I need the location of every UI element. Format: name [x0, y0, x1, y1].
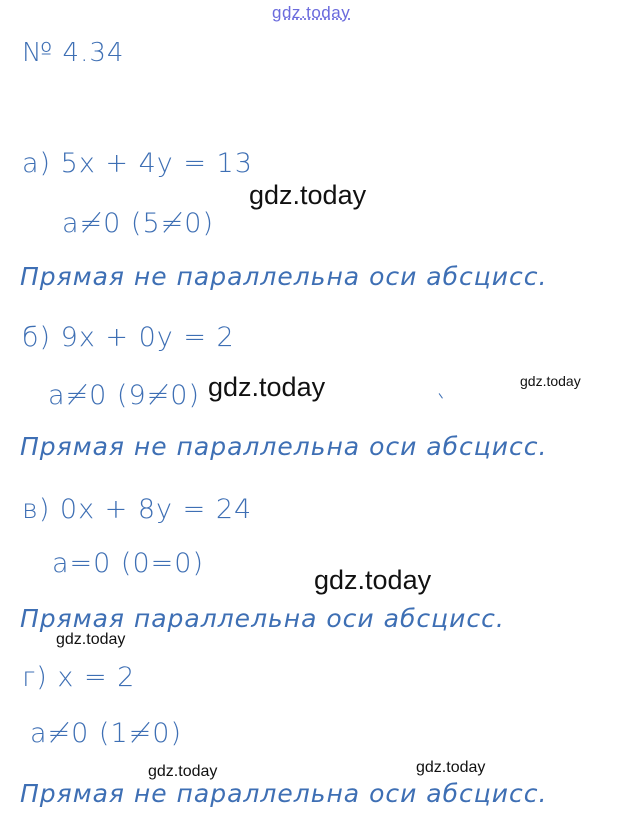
watermark-7: gdz.today [416, 759, 486, 776]
part-a-condition: a≠0 (5≠0) [62, 208, 214, 239]
part-v-condition: a=0 (0=0) [52, 548, 204, 579]
part-b-condition: a≠0 (9≠0) [48, 380, 200, 411]
watermark-4: gdz.today [314, 565, 432, 595]
watermark-3: gdz.today [520, 373, 581, 389]
part-g-equation: г) x = 2 [22, 662, 136, 693]
part-a-equation: а) 5x + 4y = 13 [22, 148, 253, 179]
problem-number: № 4.34 [22, 38, 125, 68]
part-v-equation: в) 0x + 8y = 24 [22, 494, 253, 525]
part-g-condition: a≠0 (1≠0) [30, 718, 182, 749]
watermark-5: gdz.today [56, 631, 126, 648]
part-b-equation: б) 9x + 0y = 2 [22, 322, 235, 353]
watermark-top[interactable]: gdz.today [272, 3, 351, 22]
part-g-conclusion: Прямая не параллельна оси абсцисс. [20, 779, 548, 808]
watermark-2: gdz.today [208, 372, 326, 402]
part-a-conclusion: Прямая не параллельна оси абсцисс. [20, 262, 548, 291]
part-v-conclusion: Прямая параллельна оси абсцисс. [20, 604, 505, 633]
stray-pen-mark [439, 391, 446, 398]
part-b-conclusion: Прямая не параллельна оси абсцисс. [20, 432, 548, 461]
watermark-1: gdz.today [249, 180, 367, 210]
watermark-6: gdz.today [148, 763, 218, 780]
